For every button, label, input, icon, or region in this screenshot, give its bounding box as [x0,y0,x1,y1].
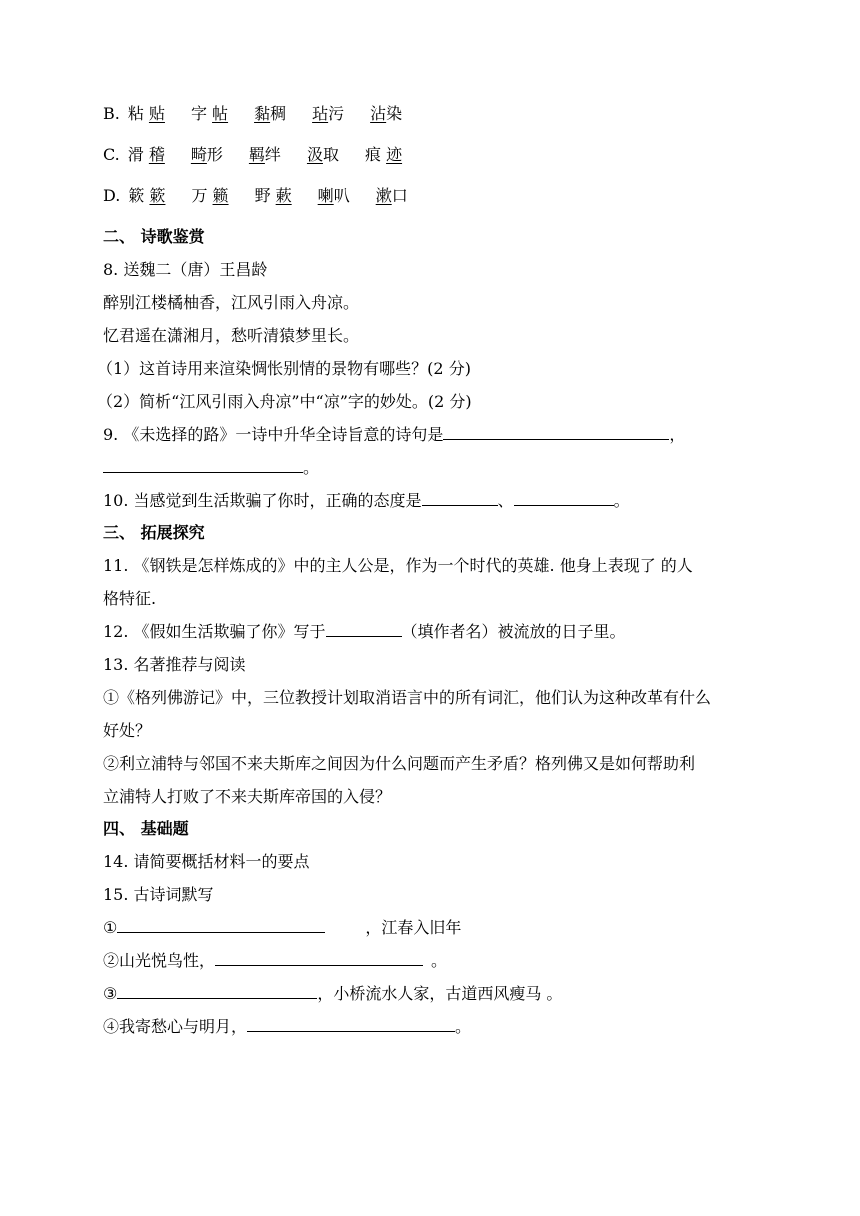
word-char-underlined: 羁 [248,145,265,164]
word-char: 痕 [364,145,387,164]
question-11-line-1: 11. 《钢铁是怎样炼成的》中的主人公是，作为一个时代的英雄. 他身上表现了 的人 [103,556,693,575]
options-block [103,104,763,206]
word-char: 绊 [264,145,281,164]
option-word [254,104,286,124]
question-9-end: 。 [303,458,320,477]
question-13-2-line-2: 立浦特人打败了不来夫斯库帝国的入侵？ [103,787,392,806]
question-13-2-line-1: ②利立浦特与邻国不来夫斯库之间因为什么问题而产生矛盾？格列佛又是如何帮助利 [103,754,696,773]
question-8-title: 8. 送魏二（唐）王昌龄 [103,260,268,279]
word-char: 取 [322,145,339,164]
option-word [255,186,292,206]
question-9-continued [103,458,763,478]
question-15-title: 15. 古诗词默写 [103,885,214,904]
word-char-underlined: 蔌 [275,186,292,205]
word-char: 污 [328,104,345,123]
question-10-text: 10. 当感觉到生活欺骗了你时，正确的态度是 [103,491,422,510]
poem-text: ④我寄愁心与明月， [103,1017,248,1036]
poem-line-2: 忆君遥在潇湘月，愁听清猿梦里长。 [103,326,360,345]
word-char-underlined: 喇 [317,186,334,205]
word-char-underlined: 汲 [306,145,323,164]
option-label: B. [103,104,120,123]
word-char-underlined: 稽 [148,145,165,164]
option-label: D. [103,186,121,205]
option-word [376,186,408,206]
option-word [365,145,402,165]
word-char: 口 [391,186,408,205]
word-char-underlined: 畸 [190,145,207,164]
question-15-4 [103,1017,763,1037]
poem-text: 。 [431,951,448,970]
section-heading-poetry: 二、 诗歌鉴赏 [103,227,205,246]
document-page [97,104,763,1037]
option-label: C. [103,145,120,164]
word-char: 叭 [333,186,350,205]
answer-blank[interactable] [247,1017,455,1032]
word-char: 字 [190,104,213,123]
word-char: 滑 [127,145,149,164]
answer-blank[interactable] [117,918,325,933]
answer-blank[interactable] [422,491,498,506]
question-11-line-2: 格特征. [103,589,157,608]
word-char-underlined: 黏 [254,104,271,123]
section-heading-basics: 四、 基础题 [103,819,189,838]
question-9-comma: ， [669,425,686,444]
section-heading-extension: 三、 拓展探究 [103,523,205,542]
answer-blank[interactable] [117,984,317,999]
poem-line-1: 醉别江楼橘柚香，江风引雨入舟凉。 [103,293,360,312]
word-char: 粘 [127,104,149,123]
option-word [370,104,402,124]
question-8-sub-2: （2）简析“江风引雨入舟凉”中“凉”字的妙处。(2 分) [97,392,472,411]
option-row [103,145,763,165]
answer-blank[interactable] [215,951,423,966]
option-word [312,104,344,124]
option-word [318,186,350,206]
question-10-end: 。 [613,491,630,510]
option-word [191,104,228,124]
question-13-1-line-2: 好处？ [103,721,152,740]
question-8-sub-1: （1）这首诗用来渲染惆怅别情的景物有哪些？(2 分) [97,359,471,378]
item-number: ③ [103,984,118,1003]
option-row [103,186,763,206]
item-number: ① [103,918,118,937]
answer-blank[interactable] [326,622,402,637]
word-char: 万 [191,186,213,205]
answer-blank[interactable] [443,425,669,440]
word-char: 染 [386,104,403,123]
question-9-text: 9. 《未选择的路》一诗中升华全诗旨意的诗句是 [103,425,444,444]
answer-blank[interactable] [514,491,614,506]
question-15-1 [103,918,763,938]
word-char-underlined: 迹 [386,145,403,164]
word-char-underlined: 玷 [312,104,329,123]
question-15-2 [103,951,763,971]
option-row [103,104,763,124]
question-12 [103,622,763,642]
poem-text: ②山光悦鸟性， [103,951,216,970]
question-13-1-line-1: ①《格列佛游记》中，三位教授计划取消语言中的所有词汇，他们认为这种改革有什么 [103,688,712,707]
option-word [128,186,165,206]
question-12-text: 12. 《假如生活欺骗了你》写于 [103,622,326,641]
word-char-underlined: 沾 [370,104,387,123]
question-10 [103,491,763,511]
option-word [191,145,223,165]
question-12-text-2: （填作者名）被流放的日子里。 [401,622,626,641]
option-word [307,145,339,165]
answer-blank[interactable] [103,458,303,473]
option-word [249,145,281,165]
word-char-underlined: 簌 [149,186,166,205]
option-word [128,145,165,165]
word-char: 稠 [270,104,287,123]
question-9 [103,425,763,445]
word-char-underlined: 籁 [212,186,229,205]
word-char-underlined: 漱 [375,186,392,205]
poem-text: ，小桥流水人家，古道西风瘦马 。 [317,984,563,1003]
poem-text: 。 [455,1017,472,1036]
question-10-sep: 、 [497,491,514,510]
poem-text: ，江春入旧年 [365,918,462,937]
word-char: 簌 [128,186,150,205]
option-word [128,104,165,124]
question-13-title: 13. 名著推荐与阅读 [103,655,246,674]
option-word [191,186,228,206]
word-char: 形 [206,145,223,164]
word-char-underlined: 贴 [148,104,165,123]
question-15-3 [103,984,763,1004]
word-char: 野 [254,186,276,205]
word-char-underlined: 帖 [212,104,229,123]
question-14: 14. 请简要概括材料一的要点 [103,852,310,871]
